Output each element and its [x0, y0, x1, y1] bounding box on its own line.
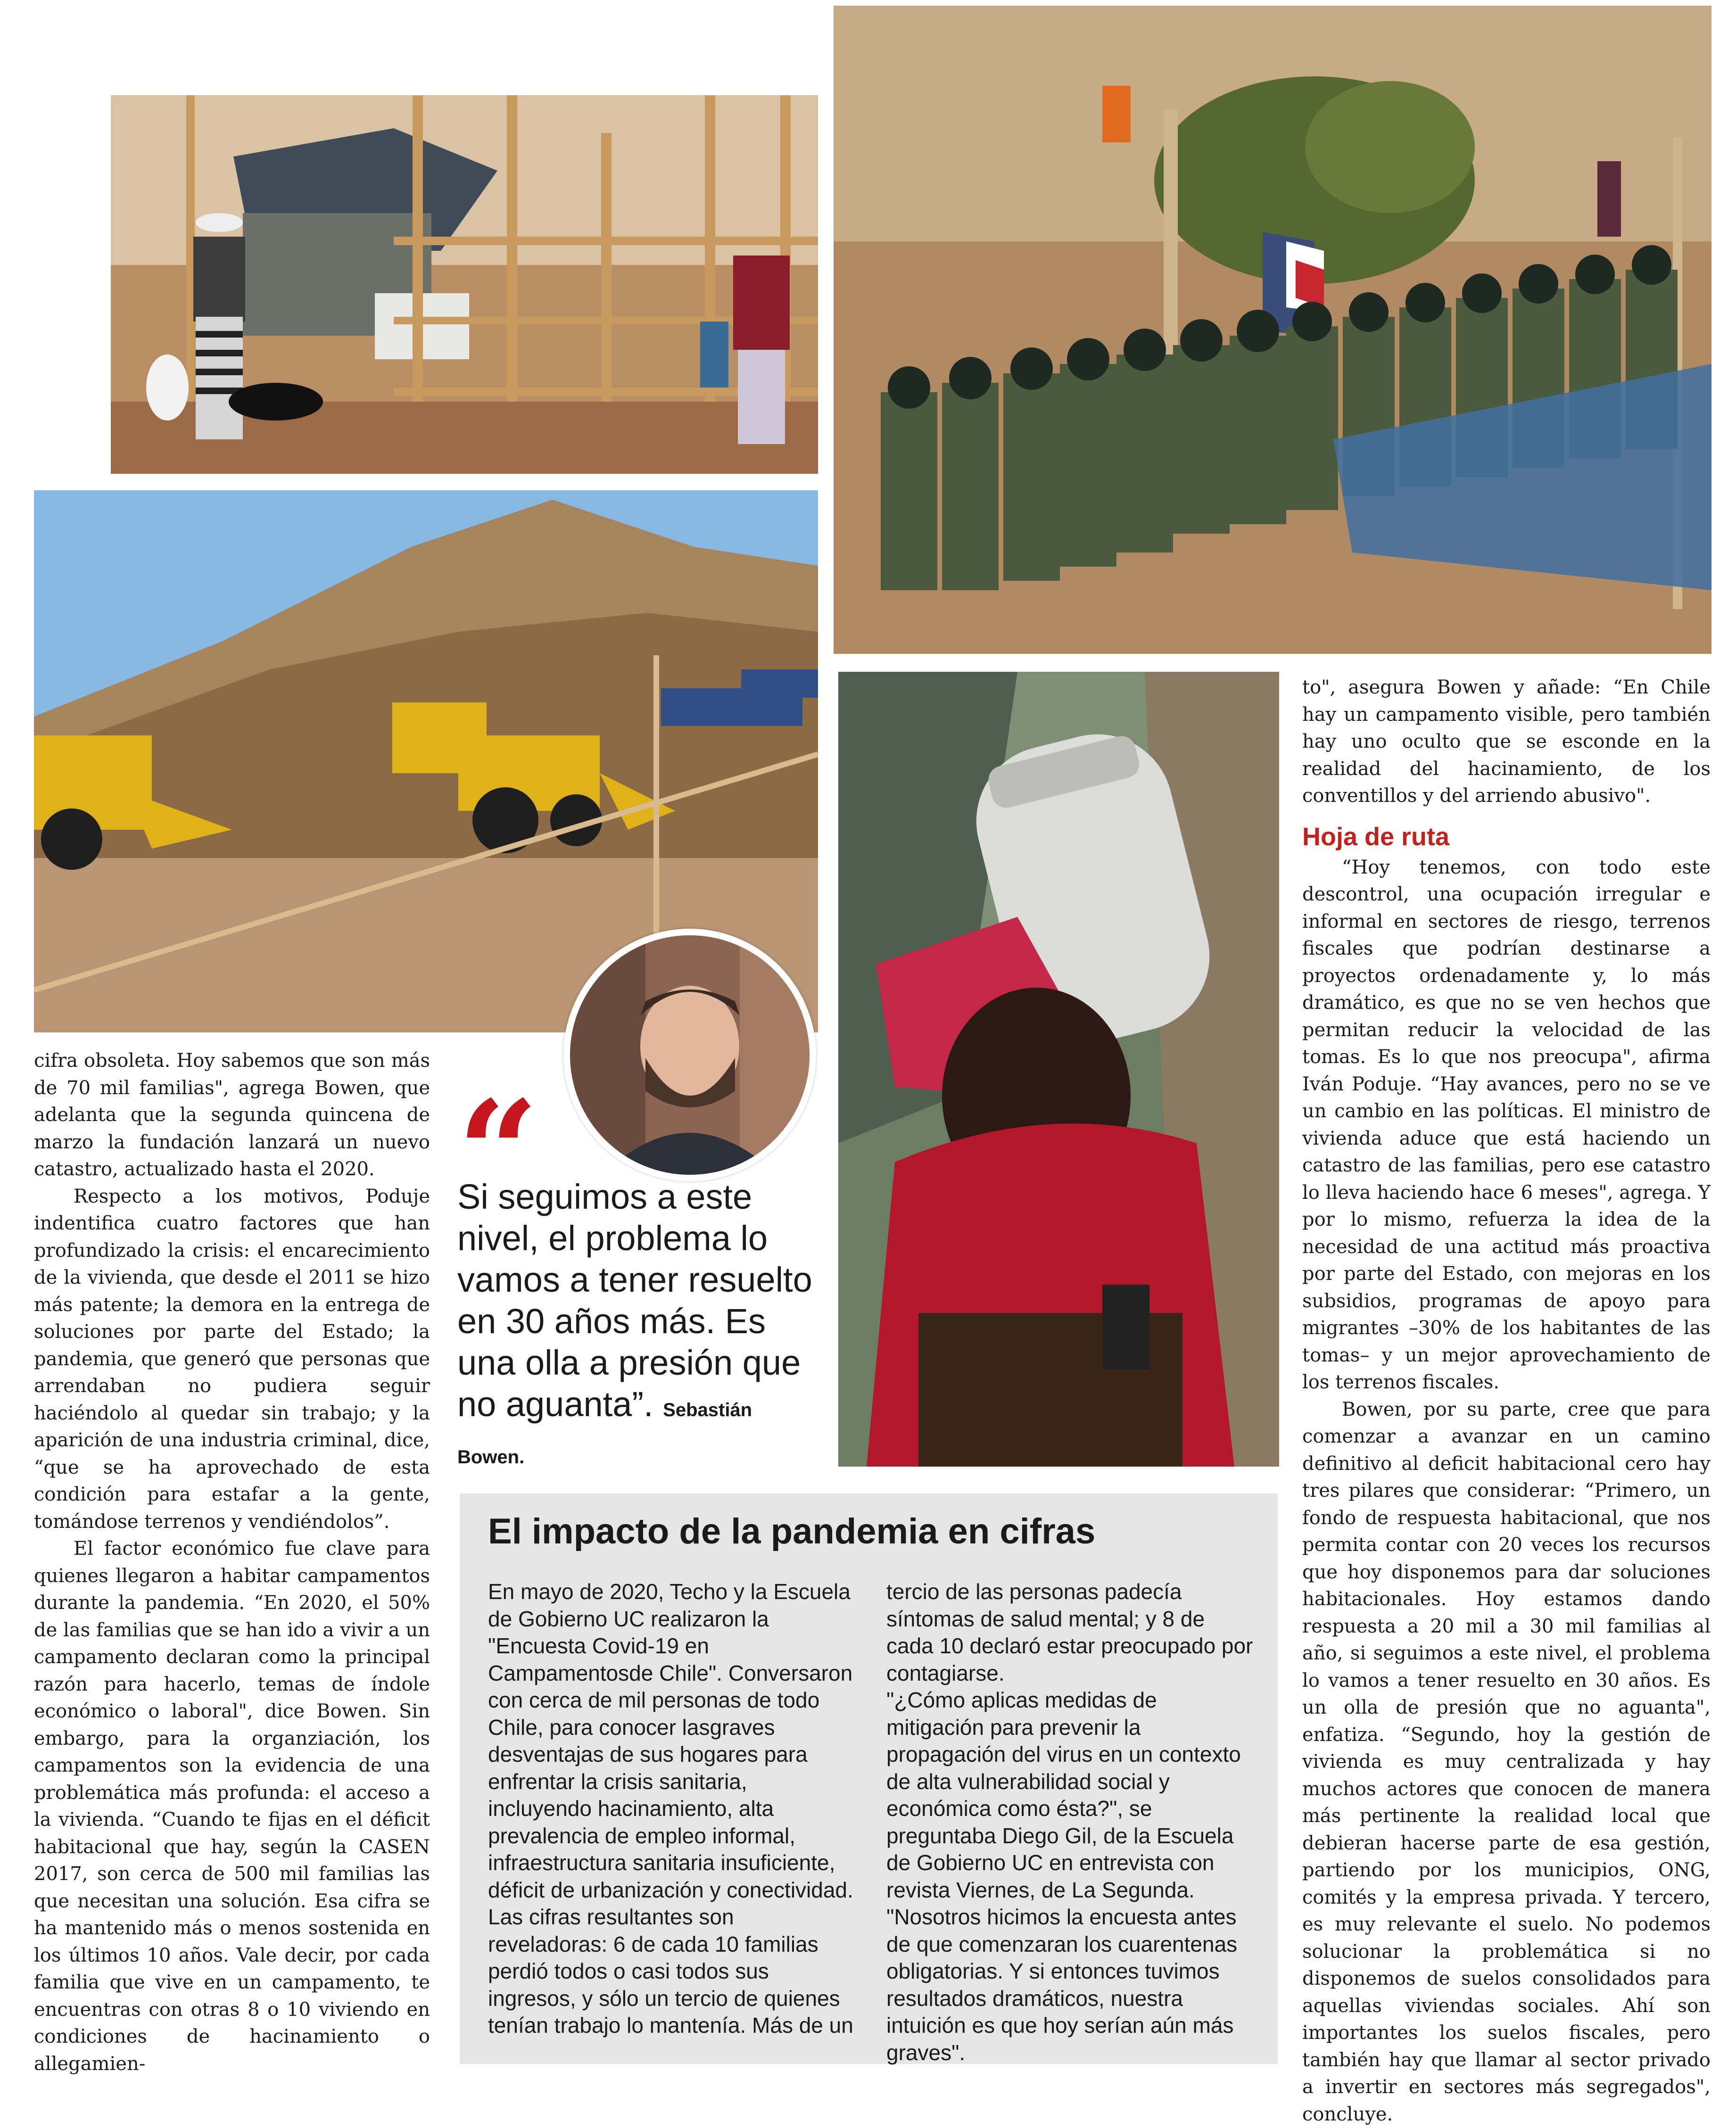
left-column	[34, 1048, 430, 2078]
left-paragraph-2: Respecto a los motivos, Poduje indentifica cuatro factores que han profundizado la crisis: el encarecimiento de la vivienda, que desde el 2011 se hizo más patente; la demora en la entrega de soluciones por parte del Estado; la pandemia, que generó que personas que arrendaban no pudiera seguir haciéndolo al quedar sin trabajo; y la aparición de una industria criminal, dice, “que se ha aprovechado de esta condición para estafar a la gente, tomándose terrenos y vendiéndolos”.	[34, 1183, 430, 1536]
pandemic-figures-box	[460, 1493, 1278, 2064]
subheading-hoja-de-ruta: Hoja de ruta	[1302, 822, 1711, 851]
right-paragraph-3: Bowen, por su parte, cree que para comenzar a avanzar en un camino definitivo al deficit habitacional cero hay tres pilares que considerar: “Primero, un fondo de respuesta habitacional, que nos permita contar con 20 veces los recursos que hoy disponemos para dar soluciones habitacionales. Hoy estamos dando respuesta a 20 mil a 30 mil familias al año, si seguimos a este nivel, el problema lo vamos a tener resuelto en 30 años. Es un olla de presión que no aguanta", enfatiza. “Segundo, hoy la gestión de vivienda es muy centralizada y hay muchos actores que conocen de manera más pertinente la realidad local que debieran hacerse parte de esa gestión, partiendo por los municipios, ONG, comités y la empresa privada. Y tercero, es muy relevante el suelo. No podemos solucionar la problemática si no disponemos de suelos consolidados para aquellas viviendas sociales. Ahí son importantes los suelos fiscales, pero también hay que llamar al sector privado a invertir en sectores más segregados", concluye.	[1302, 1396, 1711, 2128]
box-col2-paragraph-1: tercio de las personas padecía síntomas de salud mental; y 8 de cada 10 declaró estar preocupado por contagiarse.	[886, 1578, 1254, 1687]
box-column-2	[886, 1578, 1254, 2066]
right-paragraph-2: “Hoy tenemos, con todo este descontrol, una ocupación irregular e informal en sectores de riesgo, terrenos fiscales que podrían destinarse a proyectos ordenadamente y, lo más dramático, es que no se ven hechos que permitan reducir la velocidad de las tomas. Es lo que nos preocupa", afirma Iván Poduje. “Hay avances, pero no se ve un cambio en las políticas. El ministro de vivienda aduce que está haciendo un catastro de las familias, pero ese catastro lo lleva haciendo hace 6 meses", agrega. Y por lo mismo, refuerza la idea de la necesidad de una actitud más proactiva por parte del Estado, con mejoras en los subsidios, programas de apoyo para migrantes –30% de los habitantes de las tomas– y un mejor aprovechamiento de los terrenos fiscales.	[1302, 854, 1711, 1396]
box-column-1	[488, 1578, 856, 2039]
right-paragraph-1: to", asegura Bowen y añade: “En Chile hay un campamento visible, pero también hay uno oculto que se esconde en la realidad del hacinamiento, de los conventillos y del arriendo abusivo".	[1302, 674, 1711, 810]
box-title: El impacto de la pandemia en cifras	[488, 1511, 1095, 1552]
box-col2-paragraph-2: "¿Cómo aplicas medidas de mitigación para prevenir la propagación del virus en un contexto de alta vulnerabilidad social y económica como ésta?", se preguntaba Diego Gil, de la Escuela de Gobierno UC en entrevista con revista Viernes, de La Segunda. "Nosotros hicimos la encuesta antes de que comenzaran los cuarentenas obligatorias. Y si entonces tuvimos resultados dramáticos, nuestra intuición es que hoy serían aún más graves".	[886, 1687, 1254, 2066]
photo-carabineros-marchando	[834, 6, 1711, 654]
pull-quote	[457, 1176, 816, 1478]
left-paragraph-3: El factor económico fue clave para quienes llegaron a habitar campamentos durante la pandemia. “En 2020, el 50% de las familias que se han ido a vivir a un campamento declaran como la principal razón para hacerlo, temas de índole económico o laboral", dice Bowen. Sin embargo, para la organziación, los campamentos son la evidencia de una problemática más profunda: el acceso a la vivienda. “Cuando te fijas en el déficit habitacional que hay, según la CASEN 2017, son cerca de 500 mil familias las que necesitan una solución. Esa cifra se ha mantenido más o menos sostenida en los últimos 10 años. Vale decir, por cada familia que vive en un campamento, te encuentras con otras 8 o 10 viviendo en condiciones de hacinamiento o allegamien-	[34, 1535, 430, 2078]
photo-mujer-cilindro-gas	[838, 672, 1279, 1467]
photo-campamento-mujer-perro	[111, 95, 818, 474]
box-col1-paragraph-2: Las cifras resultantes son reveladoras: 6 de cada 10 familias perdió todos o casi todos sus ingresos, y sólo un tercio de quienes tenían trabajo lo mantenía. Más de un	[488, 1904, 856, 2039]
right-column	[1302, 674, 1711, 2128]
quote-mark: “	[457, 1082, 539, 1223]
box-col1-paragraph-1: En mayo de 2020, Techo y la Escuela de Gobierno UC realizaron la "Encuesta Covid-19 en Campamentosde Chile". Conversaron con cerca de mil personas de todo Chile, para conocer lasgraves desventajas de sus hogares para enfrentar la crisis sanitaria, incluyendo hacinamiento, alta prevalencia de empleo informal, infraestructura sanitaria insuficiente, déficit de urbanización y conectividad.	[488, 1578, 856, 1904]
quote-author: Sebastián Bowen.	[457, 1400, 752, 1468]
left-paragraph-1: cifra obsoleta. Hoy sabemos que son más de 70 mil familias", agrega Bowen, que adelanta que la segunda quincena de marzo la fundación lanzará un nuevo catastro, actualizado hasta el 2020.	[34, 1048, 430, 1183]
portrait-sebastian-bowen	[563, 929, 816, 1181]
quote-text: Si seguimos a este nivel, el problema lo vamos a tener resuelto en 30 años más. Es una olla a presión que no aguanta”.	[457, 1177, 812, 1424]
